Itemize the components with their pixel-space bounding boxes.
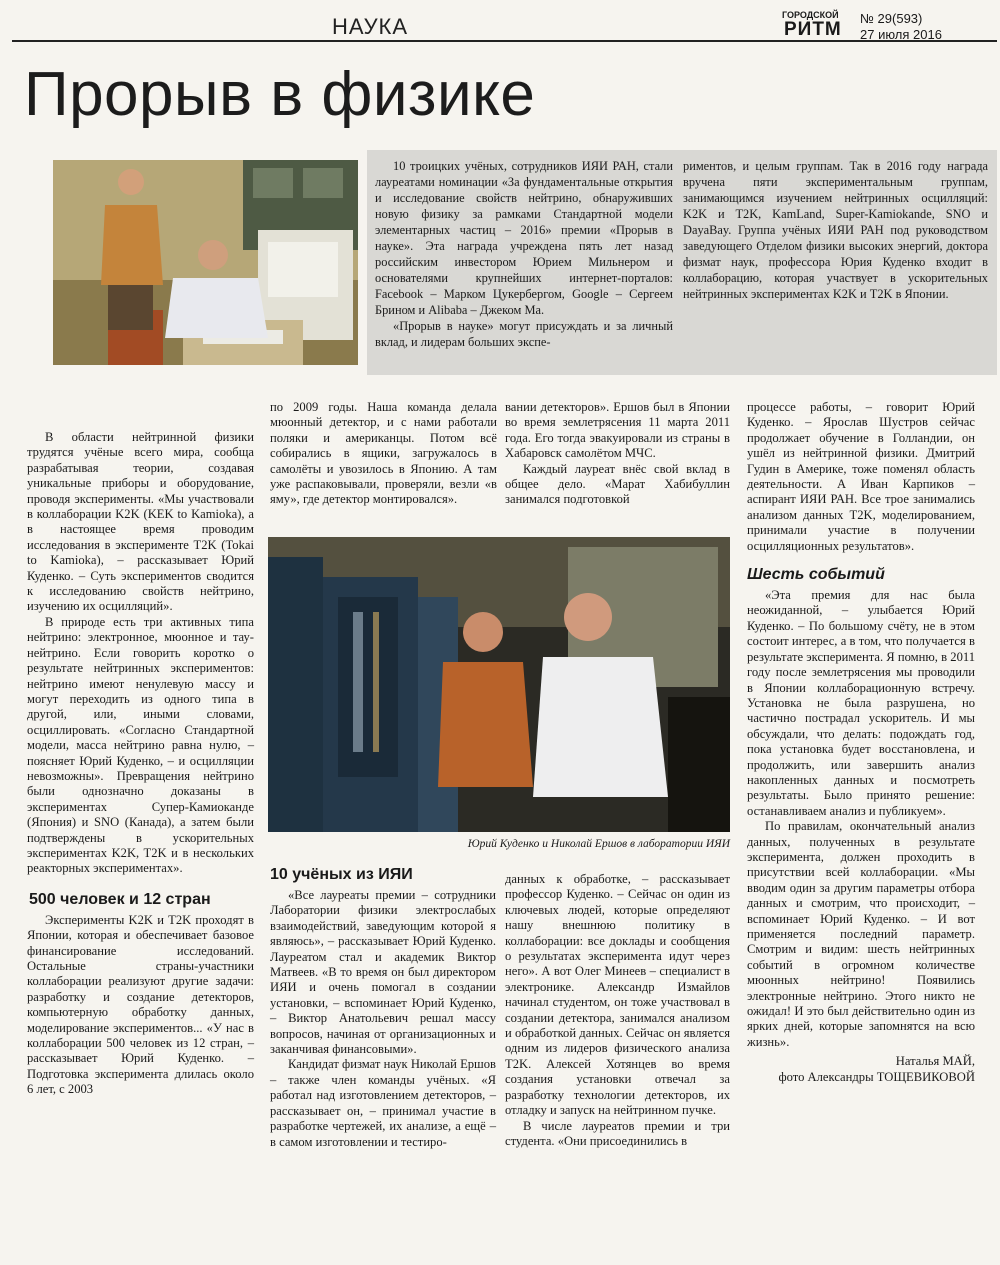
column-2-top — [270, 400, 497, 508]
lead-paragraph: риментов, и целым группам. Так в 2016 году награда вручена пяти экспериментальным группам, занимающимся изучением нейтринных осцилляций: K2K и T2K, KamLand, Super-Kamiokande, SNO и DayaBay. Группа учёных ИЯИ РАН под руководством заведующего Отделом физики высоких энергий, доктора физмат наук, профессора Юрия Куденко входит в коллаборацию, которая участвует в ускорительных нейтринных экспериментах K2K и T2K в Японии. — [683, 159, 988, 301]
body-paragraph: Кандидат физмат наук Николай Ершов – также член команды учёных. «Я работал над изготовлением детекторов, – рассказывает он, – принимал участие в разработке чертежей, их анализе, а ещё – в самом изготовлении и тестиро- — [270, 1057, 496, 1149]
body-paragraph: В числе лауреатов премии и три студента. «Они присоединились в — [505, 1118, 730, 1148]
brand-top: ГОРОДСКОЙ — [782, 10, 839, 20]
section-label: НАУКА — [331, 14, 409, 39]
subheading-six-events: Шесть событий — [747, 566, 885, 584]
body-paragraph: вании детекторов». Ершов был в Японии во время землетрясения 11 марта 2011 года. Его тогда эвакуировали из страны в Хабаровск самолётом МЧС. — [505, 400, 730, 461]
issue-date: 27 июля 2016 — [860, 27, 942, 42]
photo-laboratory — [268, 537, 730, 832]
subheading-500: 500 человек и 12 стран — [29, 890, 211, 908]
photo-caption: Юрий Куденко и Николай Ершов в лаборатории ИЯИ — [467, 838, 730, 850]
body-paragraph: «Эта премия для нас была неожиданной, – улыбается Юрий Куденко. – По большому счёту, не в этом состоит интерес, а в том, что получается в результате эксперимента. Я помню, в 2011 году после землетрясения мы проводили в Японии коллаборационную встречу. Установка не была разрушена, но частично пострадал ускоритель. И мы обсуждали, что делать: подождать год, пока установка будет восстановлена, и продолжить, или завершить анализ накопленных данных и посмотреть результаты. Было принято решение: останавливаем анализ и публикуем». — [747, 588, 975, 818]
lead-column-1 — [375, 158, 673, 350]
author-signature: Наталья МАЙ, — [895, 1054, 975, 1069]
column-4 — [747, 400, 975, 1085]
body-paragraph: Каждый лауреат внёс свой вклад в общее дело. «Марат Хабибуллин занимался подготовкой — [505, 461, 730, 507]
body-paragraph: по 2009 годы. Наша команда делала мюонный детектор, и с нами работали поляки и американцы. Потом всё собирались в ящики, загружалось в самолёты и увозилось в Японию. А там уже распаковывали, проверяли, везли «в яму», где детектор монтировался». — [270, 400, 497, 507]
column-2-bottom — [270, 888, 496, 1150]
column-3-bottom — [505, 872, 730, 1149]
page-title: Прорыв в физике — [24, 60, 536, 129]
body-paragraph: По правилам, окончательный анализ данных, полученных в результате эксперимента, должен проходить в присутствии всей коллаборации. «Мы вводим один за другим параметры отбора данных и смотрим, что происходит, – вспоминает Юрий Куденко. – И вот применяется последний параметр. Смотрим и видим: шесть нейтринных событий в огромном количестве мюонных нейтрино! Появились электронные нейтрино. Этого никто не ожидал! И это был действительно один из ярких дней, которые запомнятся на всю жизнь». — [747, 819, 975, 1049]
lead-paragraph: 10 троицких учёных, сотрудников ИЯИ РАН, стали лауреатами номинации «За фундаментальные открытия и исследование свойств нейтрино, обнаруживших новую физику за рамками Стандартной модели элементарных частиц – 2016» премии «Прорыв в науке». Эта награда учреждена пять лет назад российским инвестором Юрием Мильнером и основателями крупнейших интернет-порталов: Facebook – Марком Цукербергом, Google – Сергеем Брином и Alibaba – Джеком Ма. — [375, 159, 673, 317]
lead-paragraph: «Прорыв в науке» могут присуждать и за личный вклад, и лидерам больших экспе- — [375, 319, 673, 349]
subheading-10-scientists: 10 учёных из ИЯИ — [270, 866, 413, 883]
photo-credit: фото Александры ТОЩЕВИКОВОЙ — [778, 1069, 975, 1084]
photo-scientists-at-computer — [53, 160, 358, 365]
brand-logo: РИТМ — [784, 19, 842, 40]
body-paragraph: процессе работы, – говорит Юрий Куденко. – Ярослав Шустров сейчас продолжает обучение в Голландии, он ушёл из нейтринной физики. Дмитрий Гудин в Америке, тоже поменял область деятельности. А Иван Карпиков – аспирант ИЯИ РАН. Все трое занимались анализом данных T2K, моделированием, принимали участие в получении осцилляционных результатов». — [747, 400, 975, 553]
body-paragraph: В области нейтринной физики трудятся учёные всего мира, сообща разрабатывая теории, создавая уникальные приборы и оборудование, проводя эксперименты. «Мы участвовали в коллаборации K2K (KEK to Kamioka), а в настоящее время проводим исследования в эксперименте T2K (Tokai to Kamioka), – рассказывает Юрий Куденко. – Суть экспериментов сводится к исследованию свойств нейтрино, изучению их осцилляций». — [27, 430, 254, 614]
issue-number: № 29(593) — [860, 11, 923, 26]
column-1 — [27, 430, 254, 1098]
column-3-top — [505, 400, 730, 508]
body-paragraph: данных к обработке, – рассказывает профессор Куденко. – Сейчас он один из ключевых людей, которые определяют нашу внешнюю политику в коллаборации: все доклады и сообщения о результатах эксперимента идут через него». А вот Олег Минеев – специалист в электронике. Александр Измайлов начинал студентом, он тоже участвовал в создании детектора, занимался анализом и обработкой данных. Сейчас он является одним из лидеров физического анализа T2K. Алексей Хотянцев во время создания установки отвечал за разработку технологии детекторов, их отладку и запуск на нейтринном пучке. — [505, 872, 730, 1118]
body-paragraph: В природе есть три активных типа нейтрино: электронное, мюонное и тау-нейтрино. Если говорить коротко о результате нейтринных экспериментов: нейтрино имеют ненулевую массу и могут переходить из одного типа в другой, или, иными словами, осциллировать. «Согласно Стандартной модели, масса нейтрино равна нулю, – поясняет Юрий Куденко, – и осцилляции невозможны». Превращения нейтрино были однозначно доказаны в экспериментах Супер-Камиоканде (Япония) и SNO (Канада), а затем были подтверждены в ускорительных экспериментах K2K, T2K и в нескольких реакторных экспериментах». — [27, 614, 254, 876]
lead-column-2 — [683, 158, 988, 302]
body-paragraph: «Все лауреаты премии – сотрудники Лаборатории физики электрослабых взаимодействий, заведующим которой я являюсь», – рассказывает Юрий Куденко. Лауреатом стал и академик Виктор Матвеев. «В то время он был директором ИЯИ и очень помогал в создании установки, – вспоминает Юрий Куденко, – Виктор Анатольевич решал массу вопросов, начиная от организационных и заканчивая финансовыми». — [270, 888, 496, 1057]
body-paragraph: Эксперименты K2K и T2K проходят в Японии, которая и обеспечивает базовое финансирование исследований. Остальные страны-участники коллаборации реализуют другие задачи: разработку и создание детекторов, компьютерную обработку данных, моделирование экспериментов... «У нас в коллаборации 500 человек из 12 стран, – рассказывает Юрий Куденко. – Подготовка эксперимента длилась около 6 лет, с 2003 — [27, 912, 254, 1097]
